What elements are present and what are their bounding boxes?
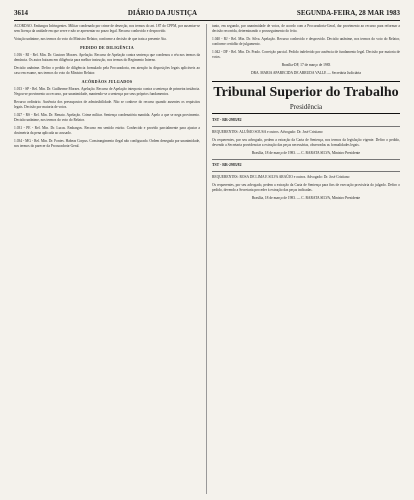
paragraph: Os requerentes, por seu advogado, pedem a extração da Carta de Sentença para fins de execução provisória do julgado. Defiro o pedido, devendo a Secretaria proceder à extração das peças indicadas. (212, 183, 400, 192)
journal-title: DIÁRIO DA JUSTIÇA (127, 9, 198, 17)
paragraph: 1.013 - SP - Rel. Min. Dr. Guilherme Moraes. Apelação. Recurso de Apelação interposto contra a sentença de primeira instância. Negou-se provimento ao recurso, por unanimidade, mantendo-se a sentença por seus próprios fundamentos. (14, 87, 200, 96)
page-number: 3614 (14, 9, 28, 17)
process-number: TST - RR-2983/82 (212, 163, 242, 167)
paragraph: 1.040 - RJ - Rel. Min. Dr. Silva. Apelação. Recurso conhecido e desprovido. Decisão unânime, nos termos do voto do Relator, conforme certidão de julgamento. (212, 37, 400, 46)
signature: Brasília, 18 de março de 1983. — C. BARATA SILVA, Ministro Presidente (251, 151, 361, 155)
paragraph: Votação unânime, nos termos do voto do Ministro Relator, conforme a decisão de que trata a presente Ata. (14, 37, 167, 41)
section-heading: PEDIDO DE DILIGÊNCIA (80, 45, 134, 50)
paragraph: Recurso ordinário. Ausência dos pressupostos de admissibilidade. Não se conhece do recurso quando ausentes os requisitos legais. Decisão por maioria de votos. (14, 100, 200, 109)
tribunal-title: Tribunal Superior do Trabalho (213, 85, 399, 100)
paragraph: 1.042 - DF - Rel. Min. Dr. Prado. Correição parcial. Pedido indeferido por ausência de fundamento legal. Decisão por maioria de votos. (212, 50, 400, 59)
divider (212, 126, 400, 127)
section-heading: ACÓRDÃOS JULGADOS (81, 79, 133, 84)
parties: REQUERENTES: ALUÍSIO SOUSA e outros. Advogado: Dr. José Cristiano (212, 130, 323, 134)
signature: DRA. MARIA APARECIDA DE ARRUDA VALLE — Secretária Judiciária (250, 71, 362, 75)
page-header (14, 6, 400, 21)
paragraph: 1.016 - RJ - Rel. Min. Dr. Gustavo Moraes. Apelação. Recurso de Apelação contra sentença que condenou o réu nos termos da denúncia. Os autos baixam em diligência para melhor instrução, nos termos do Regimento Interno. (14, 53, 200, 62)
paragraph: Os requerentes, por seu advogado, pedem a extração da Carta de Sentença, nos termos da legislação vigente. Defiro o pedido, devendo a Secretaria providenciar a extração das peças necessárias, observadas as formalidades legais. (212, 138, 400, 147)
divider (212, 171, 400, 172)
left-column (14, 24, 200, 494)
date-line: Brasília-DF, 17 de março de 1983 (281, 63, 331, 67)
process-number: TST - RR-2983/82 (212, 118, 242, 122)
tribunal-subtitle: Presidência (289, 103, 323, 111)
paragraph: tanto, em segundo, por unanimidade de votos, de acordo com a Procuradoria-Geral, dar provimento ao recurso para reformar a decisão recorrida, determinando o prosseguimento do feito. (212, 24, 400, 33)
paragraph: ACÓRDÃO. Embargos Infringentes. Militar condenado por crime de deserção, nos termos do art. 187 do CPPM, por ausentar-se sem licença da unidade em que serve e não se apresentar no prazo legal. Recurso conhecido e desprovido. (14, 24, 200, 33)
parties: REQUERENTES: ROSA DE LIMA E SILVA ARAÚJO e outros. Advogado: Dr. José Cristiano (212, 175, 350, 179)
right-column (212, 24, 400, 494)
paragraph: 1.034 - MG - Rel. Min. Dr. Fontes. Habeas Corpus. Constrangimento ilegal não configurado. Ordem denegada por unanimidade, nos termos do parecer da Procuradoria-Geral. (14, 139, 200, 148)
paragraph: 1.031 - PE - Rel. Min. Dr. Lucas. Embargos. Recurso em sentido estrito. Conhecido e provido parcialmente para ajustar a dosimetria da pena aplicada ao acusado. (14, 126, 200, 135)
issue-date: SEGUNDA-FEIRA, 28 MAR 1983 (296, 9, 400, 17)
divider (212, 159, 400, 160)
paragraph: Decisão unânime. Defiro o pedido de diligência formulado pela Procuradoria, em atenção às disposições legais aplicáveis ao caso em exame, nos termos do voto do Ministro Relator. (14, 66, 200, 75)
tribunal-banner (212, 81, 400, 114)
column-divider (206, 24, 207, 494)
signature: Brasília, 18 de março de 1983. — C. BARATA SILVA, Ministro Presidente (251, 196, 361, 200)
paragraph: 1.027 - RS - Rel. Min. Dr. Renato. Apelação. Crime militar. Sentença condenatória mantida. Apelo a que se nega provimento. Decisão unânime, nos termos do voto do Relator. (14, 113, 200, 122)
